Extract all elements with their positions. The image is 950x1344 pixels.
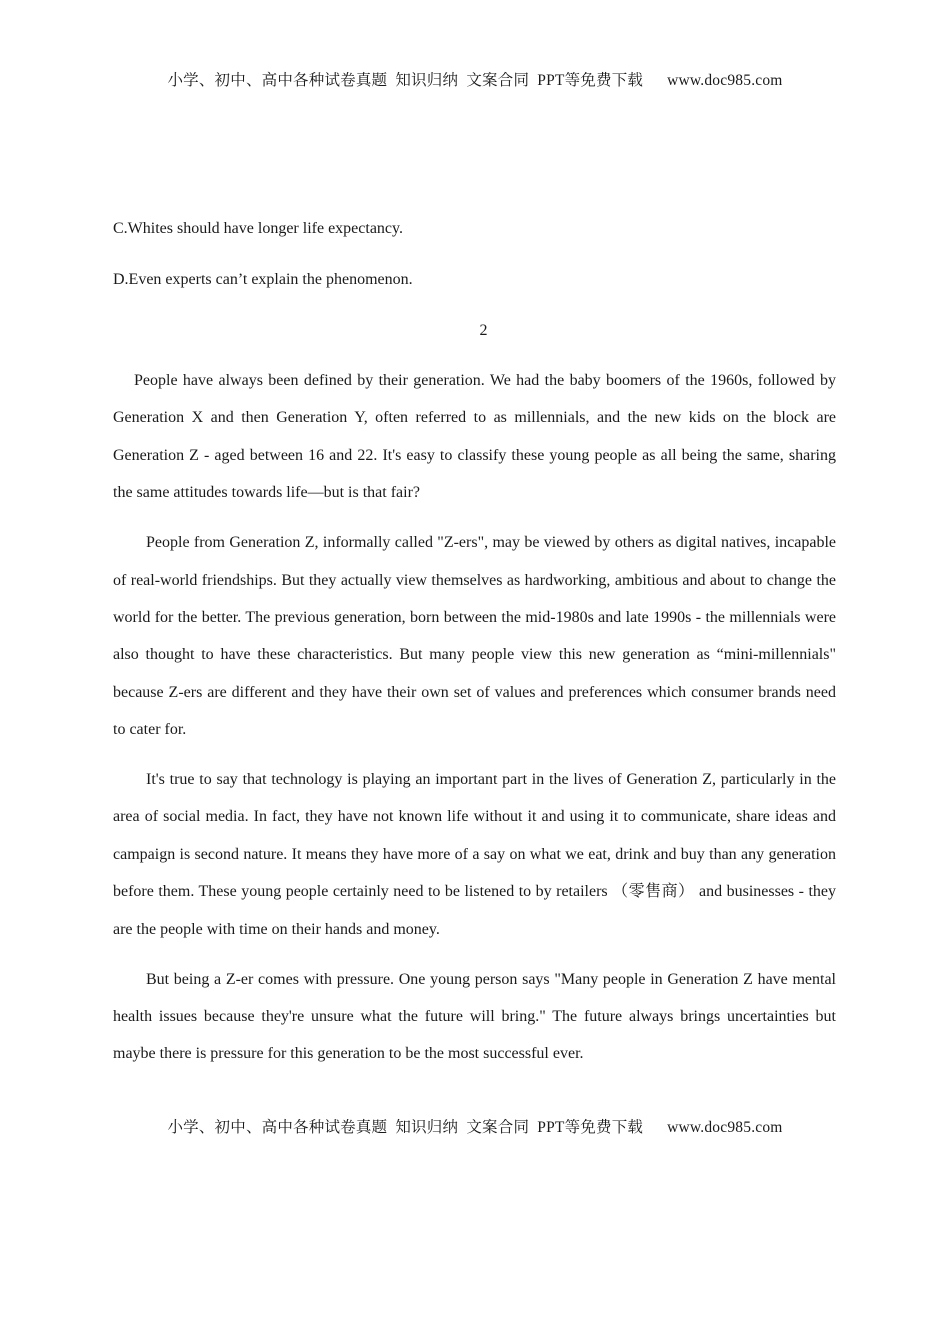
footer-url: www.doc985.com xyxy=(667,1119,783,1136)
passage-paragraph-3: It's true to say that technology is playing an important part in the lives of Generation Z, particularly in the area of social media. In fact, they have not known life without it and using it to communicate, share ideas and campaign is second nature. It means they have more of a say on what we eat, drink and buy than any generation before them. These young people certainly need to be listened to by retailers （零售商） and businesses - they are the people with time on their hands and money. xyxy=(113,771,836,938)
passage-paragraph-2: People from Generation Z, informally called "Z-ers", may be viewed by others as digital natives, incapable of real-world friendships. But they actually view themselves as hardworking, ambitious and about to change the world for the better. The previous generation, born between the mid-1980s and late 1990s - the millennials were also thought to have these characteristics. But many people view this new generation as “mini-millennials" because Z-ers are different and they have their own set of values and preferences which consumer brands need to cater for. xyxy=(113,534,836,739)
passage-number: 2 xyxy=(479,322,488,339)
passage-body xyxy=(113,362,836,1085)
page-footer xyxy=(0,1115,950,1137)
header-url: www.doc985.com xyxy=(667,72,783,89)
passage-paragraph-1: People have always been defined by their generation. We had the baby boomers of the 1960s, followed by Generation X and then Generation Y, often referred to as millennials, and the new kids on the block are Generation Z - aged between 16 and 22. It's easy to classify these young people as all being the same, sharing the same attitudes towards life—but is that fair? xyxy=(113,372,836,502)
header-text: 小学、初中、高中各种试卷真题 知识归纳 文案合同 PPT等免费下载 xyxy=(167,72,644,89)
footer-text: 小学、初中、高中各种试卷真题 知识归纳 文案合同 PPT等免费下载 xyxy=(167,1119,644,1136)
passage-paragraph-4: But being a Z-er comes with pressure. One young person says "Many people in Generation Z have mental health issues because they're unsure what the future will bring." The future always brings uncertainties but maybe there is pressure for this generation to be the most successful ever. xyxy=(113,970,836,1063)
answer-option-c: C.Whites should have longer life expectancy. xyxy=(113,220,403,237)
answer-option-d: D.Even experts can’t explain the phenomenon. xyxy=(113,271,413,288)
page-header xyxy=(0,68,950,90)
